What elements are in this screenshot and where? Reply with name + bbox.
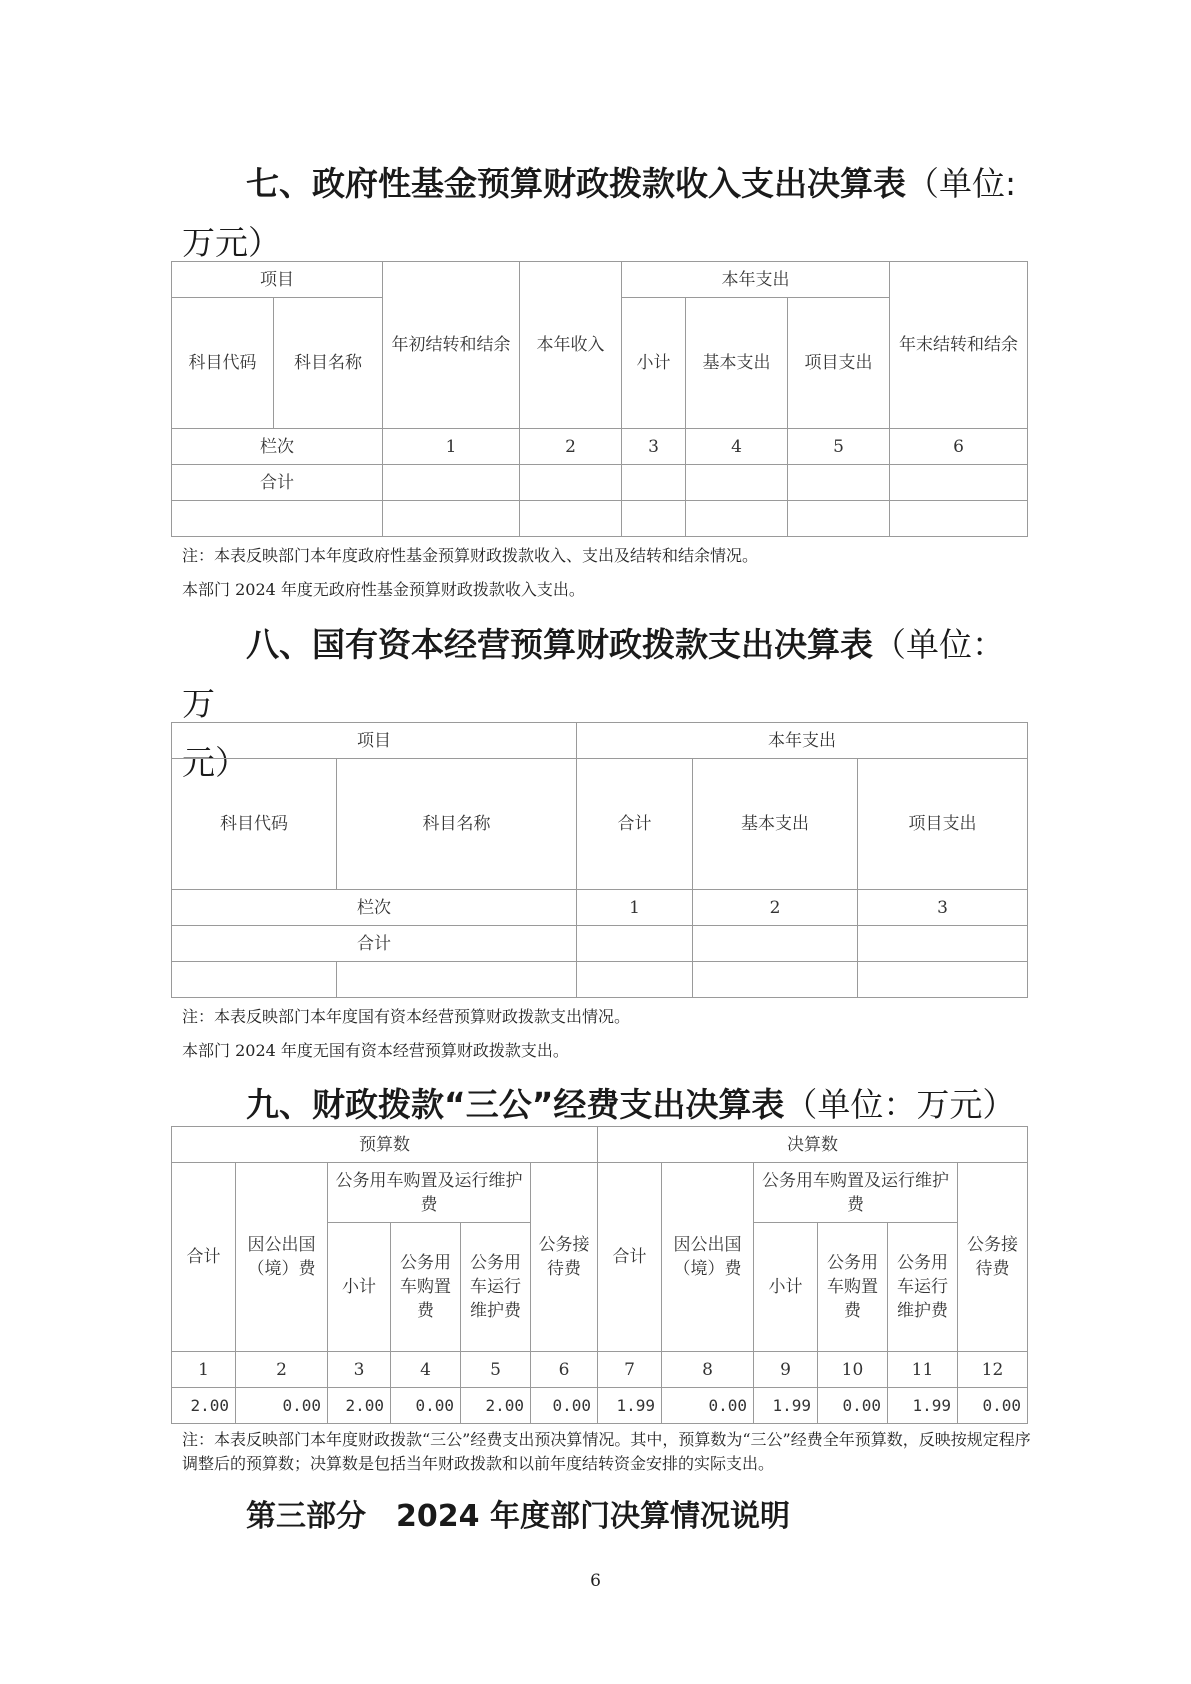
page-number: 6 [590,1571,601,1591]
s7-empty-cell [520,501,622,537]
section8-note1: 注：本表反映部门本年度国有资本经营预算财政拨款支出情况。 [182,1007,631,1026]
s7-col-4: 4 [686,429,788,465]
s7-empty-cell [890,501,1028,537]
s9-header-purchase: 公务用车购置费 [391,1223,461,1352]
s7-empty-cell [172,501,383,537]
section7-table [171,261,1028,537]
s9-value-11: 1.99 [888,1388,958,1424]
s9-header-reception: 公务接待费 [531,1163,598,1352]
s7-header-opening: 年初结转和结余 [383,262,520,429]
s7-col-5: 5 [788,429,890,465]
section8-table [171,722,1028,998]
s7-total-cell [890,465,1028,501]
s9-header-operation: 公务用车运行维护费 [461,1223,531,1352]
s9-header-purchase: 公务用车购置费 [818,1223,888,1352]
s9-col-10: 10 [818,1352,888,1388]
s9-header-operation: 公务用车运行维护费 [888,1223,958,1352]
section7-unit-cont: 万元） [182,223,281,262]
s8-header-item: 项目支出 [858,759,1028,890]
s8-header-total: 合计 [577,759,693,890]
s9-header-reception: 公务接待费 [958,1163,1028,1352]
s9-col-9: 9 [754,1352,818,1388]
s7-col-3: 3 [622,429,686,465]
s7-empty-cell [788,501,890,537]
s9-header-subtotal: 小计 [754,1223,818,1352]
s7-header-name: 科目名称 [274,298,383,429]
s7-total-cell [622,465,686,501]
s9-value-1: 2.00 [172,1388,236,1424]
s9-value-6: 0.00 [531,1388,598,1424]
s8-header-code: 科目代码 [172,759,337,890]
s8-empty-cell [577,962,693,998]
section9-title: 九、财政拨款“三公”经费支出决算表 [246,1085,785,1124]
s9-header-final: 决算数 [598,1127,1028,1163]
s8-total-cell [577,926,693,962]
section8-unit-cont: 元） [182,743,248,782]
s9-header-abroad: 因公出国（境）费 [236,1163,328,1352]
s9-col-7: 7 [598,1352,662,1388]
s8-total-label: 合计 [172,926,577,962]
s7-col-6: 6 [890,429,1028,465]
s9-header-subtotal: 小计 [328,1223,391,1352]
s9-header-vehicle: 公务用车购置及运行维护费 [328,1163,531,1223]
s8-col-1: 1 [577,890,693,926]
section7-title: 七、政府性基金预算财政拨款收入支出决算表 [246,164,906,203]
section9-table [171,1126,1028,1424]
s8-col-3: 3 [858,890,1028,926]
s9-col-4: 4 [391,1352,461,1388]
s8-header-project: 项目 [172,723,577,759]
s9-value-4: 0.00 [391,1388,461,1424]
s9-value-9: 1.99 [754,1388,818,1424]
s9-col-5: 5 [461,1352,531,1388]
s8-col-2: 2 [693,890,858,926]
s9-value-12: 0.00 [958,1388,1028,1424]
s7-total-label: 合计 [172,465,383,501]
s9-value-5: 2.00 [461,1388,531,1424]
s7-empty-cell [622,501,686,537]
s7-header-basic: 基本支出 [686,298,788,429]
s7-col-1: 1 [383,429,520,465]
s9-header-vehicle: 公务用车购置及运行维护费 [754,1163,958,1223]
s9-col-12: 12 [958,1352,1028,1388]
s7-header-subtotal: 小计 [622,298,686,429]
s7-header-item: 项目支出 [788,298,890,429]
section9-note: 注：本表反映部门本年度财政拨款“三公”经费支出预决算情况。其中，预算数为“三公”经费全年预算数，反映按规定程序调整后的预算数；决算数是包括当年财政拨款和以前年度结转资金安排的实际支出。 [182,1430,1031,1473]
s7-header-expense: 本年支出 [622,262,890,298]
s7-header-income: 本年收入 [520,262,622,429]
s9-col-3: 3 [328,1352,391,1388]
section8-note2: 本部门 2024 年度无国有资本经营预算财政拨款支出。 [182,1041,569,1060]
s9-value-10: 0.00 [818,1388,888,1424]
s7-empty-cell [686,501,788,537]
s8-empty-cell [337,962,577,998]
s7-total-cell [686,465,788,501]
s9-value-7: 1.99 [598,1388,662,1424]
s9-value-3: 2.00 [328,1388,391,1424]
s8-header-expense: 本年支出 [577,723,1028,759]
s7-empty-cell [383,501,520,537]
s7-column-row-label: 栏次 [172,429,383,465]
s9-col-1: 1 [172,1352,236,1388]
s9-header-abroad: 因公出国（境）费 [662,1163,754,1352]
part3-heading: 第三部分 2024 年度部门决算情况说明 [246,1499,790,1534]
s8-empty-cell [172,962,337,998]
s7-header-project: 项目 [172,262,383,298]
s7-total-cell [788,465,890,501]
s8-empty-cell [693,962,858,998]
s9-col-8: 8 [662,1352,754,1388]
s9-col-11: 11 [888,1352,958,1388]
s9-header-budget: 预算数 [172,1127,598,1163]
s8-empty-cell [858,962,1028,998]
section7-unit: （单位: [906,164,1017,203]
section7-heading [182,154,1032,272]
s7-total-cell [383,465,520,501]
section8-title: 八、国有资本经营预算财政拨款支出决算表 [246,625,873,664]
s9-value-8: 0.00 [662,1388,754,1424]
s9-col-2: 2 [236,1352,328,1388]
s8-total-cell [693,926,858,962]
s7-header-closing: 年末结转和结余 [890,262,1028,429]
section7-note2: 本部门 2024 年度无政府性基金预算财政拨款收入支出。 [182,580,585,599]
s9-value-2: 0.00 [236,1388,328,1424]
s7-total-cell [520,465,622,501]
section7-note1: 注：本表反映部门本年度政府性基金预算财政拨款收入、支出及结转和结余情况。 [182,546,759,565]
s8-total-cell [858,926,1028,962]
s9-col-6: 6 [531,1352,598,1388]
s8-header-basic: 基本支出 [693,759,858,890]
section9-unit: （单位：万元） [784,1085,1016,1124]
s7-header-code: 科目代码 [172,298,274,429]
s8-header-name: 科目名称 [337,759,577,890]
section8-unit: （单位：万 [182,625,1005,723]
s7-col-2: 2 [520,429,622,465]
s9-header-total: 合计 [172,1163,236,1352]
s8-column-row-label: 栏次 [172,890,577,926]
s9-header-total: 合计 [598,1163,662,1352]
